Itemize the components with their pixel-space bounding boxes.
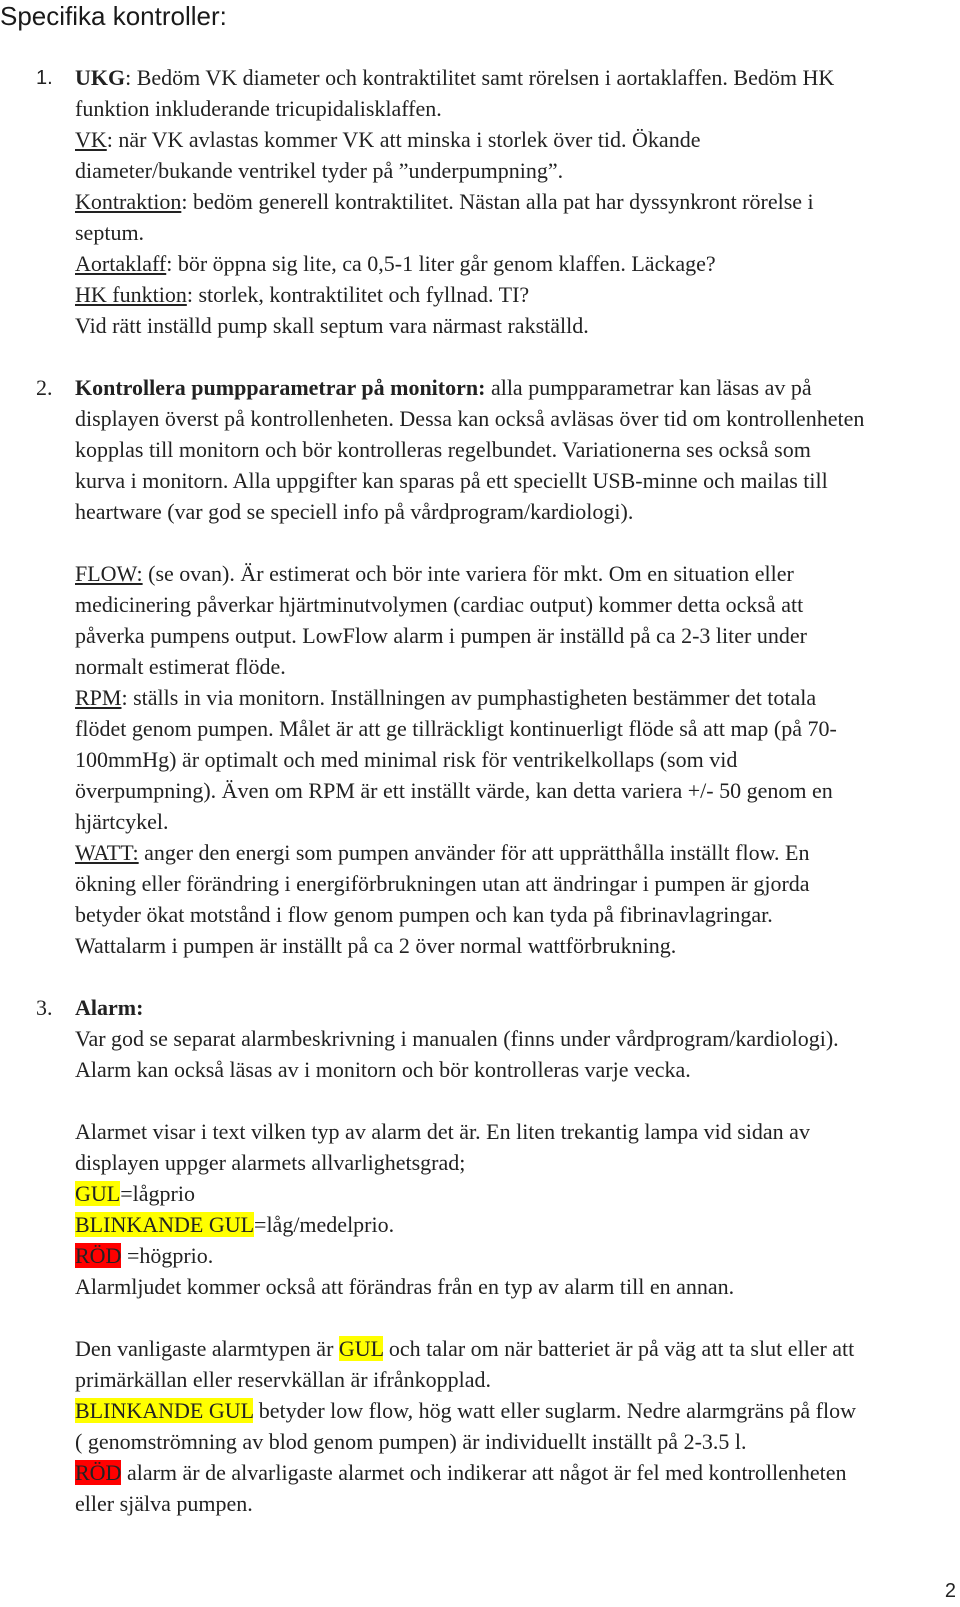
aortaklaff-line: [75, 250, 716, 278]
ukg-text: : Bedöm VK diameter och kontraktilitet samt rörelsen i aortaklaffen. Bedöm HK: [125, 65, 835, 90]
section-3-number: 3.: [36, 995, 53, 1020]
flow-line-2: medicinering påverkar hjärtminutvolymen (cardiac output) kommer detta också att: [75, 592, 804, 617]
section-3-title: Alarm:: [75, 995, 144, 1020]
alarm-p3-line-6: eller själva pumpen.: [75, 1491, 253, 1516]
rpm-line-3: 100mmHg) är optimalt och med minimal risk för ventrikelkollaps (som vid: [75, 747, 738, 772]
alarm-p1-line-2: Alarm kan också läsas av i monitorn och bör kontrolleras varje vecka.: [75, 1057, 691, 1082]
alarm-sound-line: Alarmljudet kommer också att förändras från en typ av alarm till en annan.: [75, 1274, 735, 1299]
blink-gul-line: [75, 1211, 394, 1239]
gul-line: [75, 1180, 195, 1208]
alarm-p3-line-3: [75, 1397, 856, 1425]
watt-text: anger den energi som pumpen använder för att upprätthålla inställt flow. En: [138, 840, 810, 865]
rod-highlight: RÖD: [75, 1243, 122, 1268]
hk-text: : storlek, kontraktilitet och fyllnad. TI?: [186, 282, 530, 307]
alarm-p2-line-1: Alarmet visar i text vilken typ av alarm det är. En liten trekantig lampa vid sidan av: [75, 1119, 810, 1144]
watt-label: WATT:: [75, 840, 139, 865]
intro-line-5: heartware (var god se speciell info på vårdprogram/kardiologi).: [75, 499, 634, 524]
hk-line: [75, 281, 529, 309]
flow-line: [75, 560, 794, 588]
aortaklaff-text: : bör öppna sig lite, ca 0,5-1 liter går genom klaffen. Läckage?: [166, 251, 716, 276]
p3-blink-highlight: BLINKANDE GUL: [75, 1398, 254, 1423]
section-2-intro: alla pumpparametrar kan läsas av på: [485, 375, 812, 400]
rpm-label: RPM: [75, 685, 122, 710]
rpm-line: [75, 684, 816, 712]
rpm-line-5: hjärtcykel.: [75, 809, 169, 834]
p3-blink-text: betyder low flow, hög watt eller suglarm. Nedre alarmgräns på flow: [253, 1398, 856, 1423]
rod-desc: =högprio.: [121, 1243, 214, 1268]
rpm-line-4: överpumpning). Även om RPM är ett inställt värde, kan detta variera +/- 50 genom en: [75, 778, 833, 803]
p3-text-b: och talar om när batteriet är på väg att ta slut eller att: [383, 1336, 855, 1361]
alarm-p3-line-2: primärkällan eller reservkällan är ifrånkopplad.: [75, 1367, 491, 1392]
rod-line: [75, 1242, 213, 1270]
alarm-p1-line-1: Var god se separat alarmbeskrivning i manualen (finns under vårdprogram/kardiologi).: [75, 1026, 839, 1051]
alarm-p3-line-1: [75, 1335, 854, 1363]
flow-label: FLOW:: [75, 561, 143, 586]
watt-line-4: Wattalarm i pumpen är inställt på ca 2 över normal wattförbrukning.: [75, 933, 677, 958]
kontraktion-text: : bedöm generell kontraktilitet. Nästan alla pat har dyssynkront rörelse i: [181, 189, 814, 214]
vk-line: [75, 126, 700, 154]
intro-line-4: kurva i monitorn. Alla uppgifter kan sparas på ett speciellt USB-minne och mailas till: [75, 468, 828, 493]
p3-rod-highlight: RÖD: [75, 1460, 122, 1485]
kontraktion-label: Kontraktion: [75, 189, 182, 214]
aortaklaff-label: Aortaklaff: [75, 251, 167, 276]
kontraktion-line: [75, 188, 814, 216]
section-2-title-line: [75, 374, 812, 402]
gul-highlight: GUL: [75, 1181, 121, 1206]
vk-label: VK: [75, 127, 107, 152]
flow-text: (se ovan). Är estimerat och bör inte variera för mkt. Om en situation eller: [142, 561, 794, 586]
vk-text: : när VK avlastas kommer VK att minska i storlek över tid. Ökande: [106, 127, 701, 152]
intro-line-2: displayen överst på kontrollenheten. Dessa kan också avläsas över tid om kontrollenheten: [75, 406, 865, 431]
section-1-number: 1.: [36, 67, 53, 89]
page-heading: Specifika kontroller:: [0, 1, 227, 31]
kontraktion-line-2: septum.: [75, 220, 145, 245]
watt-line: [75, 839, 809, 867]
flow-line-3: påverka pumpens output. LowFlow alarm i pumpen är inställd på ca 2-3 liter under: [75, 623, 807, 648]
watt-line-3: betyder ökat motstånd i flow genom pumpen och kan tyda på fibrinavlagringar.: [75, 902, 773, 927]
ukg-label: UKG: [75, 65, 126, 90]
gul-desc: =lågprio: [120, 1181, 195, 1206]
alarm-p3-line-4: ( genomströmning av blod genom pumpen) är individuellt inställt på 2-3.5 l.: [75, 1429, 747, 1454]
p3-gul-highlight: GUL: [338, 1336, 384, 1361]
section-3-title-line: [75, 994, 143, 1022]
ukg-line: [75, 64, 834, 92]
rpm-line-2: flödet genom pumpen. Målet är att ge tillräckligt kontinuerligt flöde så att map (på 70-: [75, 716, 837, 741]
watt-line-2: ökning eller förändring i energiförbrukningen utan att ändringar i pumpen är gjorda: [75, 871, 810, 896]
p3-text-a: Den vanligaste alarmtypen är: [75, 1336, 339, 1361]
blink-gul-desc: =låg/medelprio.: [254, 1212, 395, 1237]
alarm-p2-line-2: displayen uppger alarmets allvarlighetsgrad;: [75, 1150, 466, 1175]
flow-line-4: normalt estimerat flöde.: [75, 654, 286, 679]
hk-label: HK funktion: [75, 282, 187, 307]
page-number: 2: [944, 1580, 956, 1602]
rpm-text: : ställs in via monitorn. Inställningen av pumphastigheten bestämmer det totala: [121, 685, 817, 710]
vk-line-2: diameter/bukande ventrikel tyder på ”underpumpning”.: [75, 158, 564, 183]
intro-line-3: kopplas till monitorn och bör kontrolleras regelbundet. Variationerna ses också som: [75, 437, 811, 462]
p3-rod-text: alarm är de alvarligaste alarmet och indikerar att något är fel med kontrollenheten: [121, 1460, 847, 1485]
section-2-number: 2.: [36, 375, 53, 400]
alarm-p3-line-5: [75, 1459, 847, 1487]
section-2-title: Kontrollera pumpparametrar på monitorn:: [75, 375, 486, 400]
ukg-line-2: funktion inkluderande tricupidalisklaffen.: [75, 96, 442, 121]
pump-line: Vid rätt inställd pump skall septum vara närmast rakställd.: [75, 313, 589, 338]
blink-gul-highlight: BLINKANDE GUL: [75, 1212, 255, 1237]
